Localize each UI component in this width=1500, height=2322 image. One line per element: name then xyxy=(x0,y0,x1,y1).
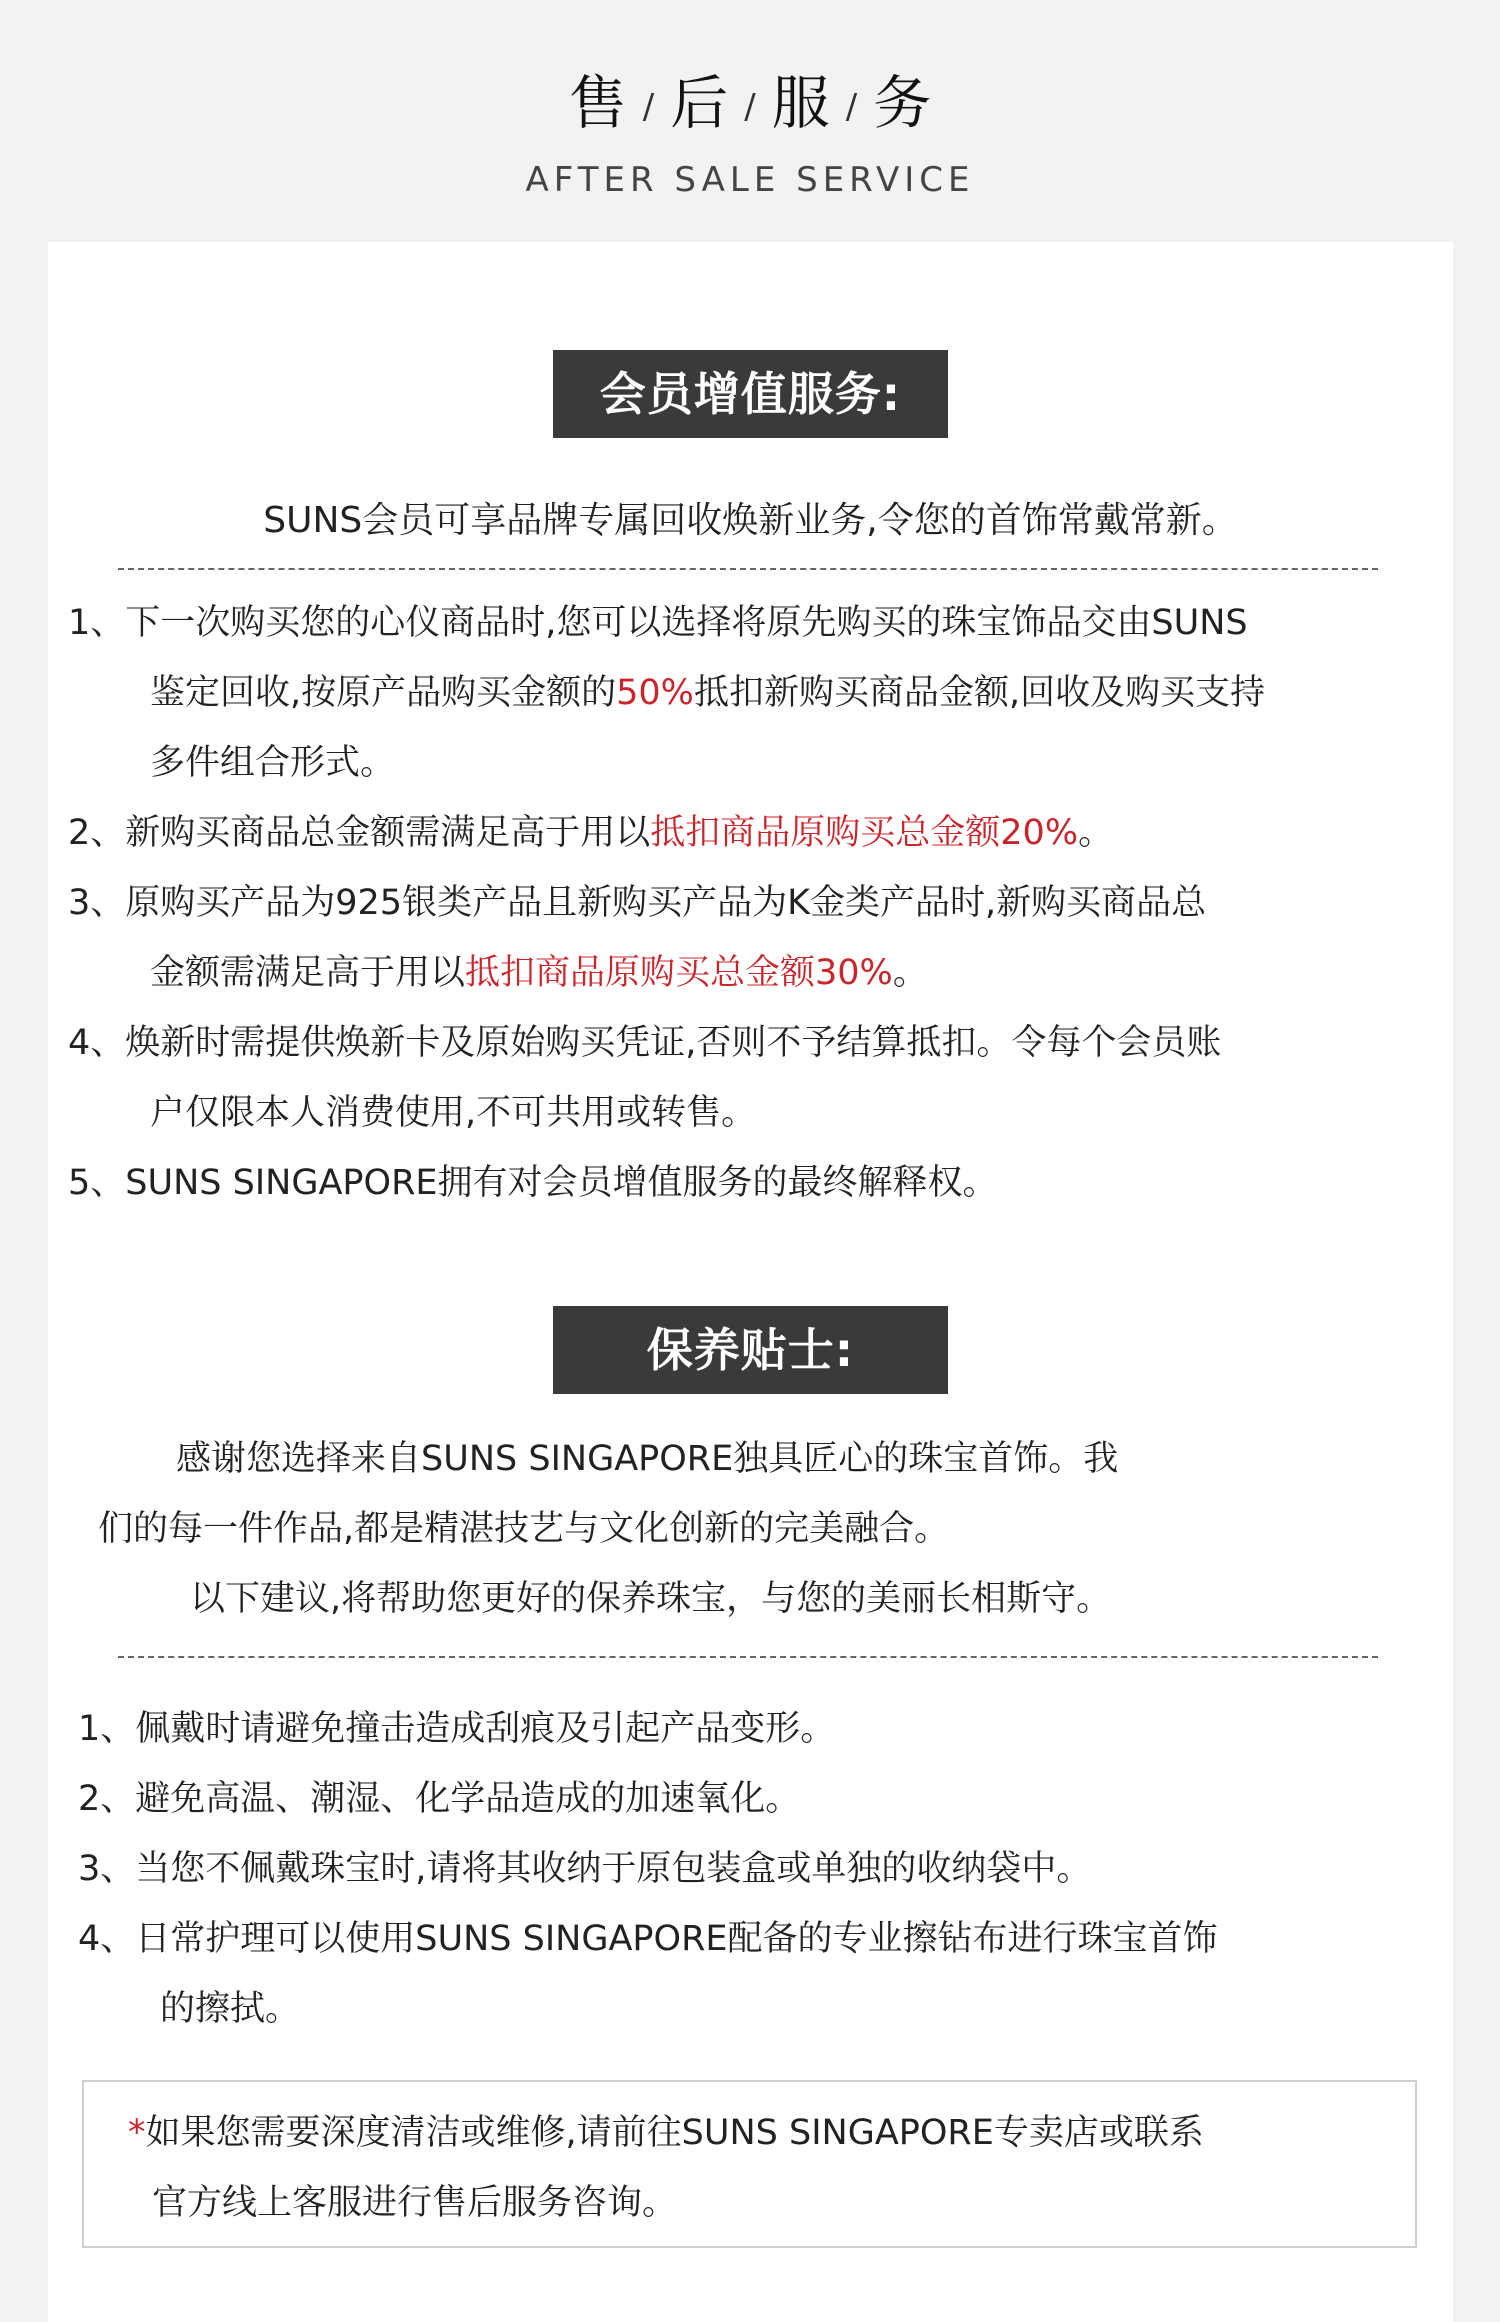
item-text: 抵扣新购买商品金额,回收及购买支持 xyxy=(693,673,1266,713)
care-item-line: 1、佩戴时请避免撞击造成刮痕及引起产品变形。 xyxy=(78,1709,836,1749)
notice-line: 官方线上客服进行售后服务咨询。 xyxy=(152,2183,678,2223)
item-text: 4、焕新时需提供焕新卡及原始购买凭证,否则不予结算抵扣。令每个会员账 xyxy=(68,1023,1222,1063)
care-section-badge: 保养贴士: xyxy=(553,1306,948,1394)
member-item-line xyxy=(68,600,1248,646)
highlight-text: 50% xyxy=(616,673,694,713)
member-item-line xyxy=(68,1160,998,1206)
member-item-line xyxy=(150,740,395,786)
care-item-line: 4、日常护理可以使用SUNS SINGAPORE配备的专业擦钻布进行珠宝首饰 xyxy=(78,1919,1218,1959)
item-text: 鉴定回收,按原产品购买金额的 xyxy=(150,673,617,713)
title-separator: / xyxy=(744,86,756,127)
item-text: 。 xyxy=(1078,813,1114,853)
member-section-intro: SUNS会员可享品牌专属回收焕新业务,令您的首饰常戴常新。 xyxy=(263,500,1238,541)
page-header xyxy=(0,0,1500,240)
title-separator: / xyxy=(642,86,655,127)
page-subtitle: AFTER SALE SERVICE xyxy=(525,160,975,200)
asterisk-mark: * xyxy=(128,2113,146,2153)
title-char: 售 xyxy=(568,69,627,137)
title-char: 后 xyxy=(670,69,729,137)
member-section-badge: 会员增值服务: xyxy=(553,350,948,438)
highlight-text: 抵扣商品原购买总金额20% xyxy=(650,813,1079,853)
item-text: 5、SUNS SINGAPORE拥有对会员增值服务的最终解释权。 xyxy=(68,1163,998,1203)
highlight-text: 抵扣商品原购买总金额30% xyxy=(465,953,893,993)
notice-text: 如果您需要深度清洁或维修,请前往SUNS SINGAPORE专卖店或联系 xyxy=(145,2113,1204,2153)
member-item-line xyxy=(68,1020,1221,1066)
item-text: 户仅限本人消费使用,不可共用或转售。 xyxy=(150,1093,757,1133)
item-text: 2、新购买商品总金额需满足高于用以 xyxy=(68,813,651,853)
item-text: 1、下一次购买您的心仪商品时,您可以选择将原先购买的珠宝饰品交由SUNS xyxy=(68,603,1248,643)
divider xyxy=(118,568,1378,570)
care-intro-line: 们的每一件作品,都是精湛技艺与文化创新的完美融合。 xyxy=(98,1509,950,1549)
care-item-line: 2、避免高温、潮湿、化学品造成的加速氧化。 xyxy=(78,1779,801,1819)
care-item-line: 的擦拭。 xyxy=(160,1989,301,2029)
divider xyxy=(118,1656,1378,1658)
care-intro-line: 感谢您选择来自SUNS SINGAPORE独具匠心的珠宝首饰。我 xyxy=(176,1439,1119,1479)
title-char: 服 xyxy=(771,69,830,137)
care-item-line: 3、当您不佩戴珠宝时,请将其收纳于原包装盒或单独的收纳袋中。 xyxy=(78,1849,1092,1889)
item-text: 3、原购买产品为925银类产品且新购买产品为K金类产品时,新购买商品总 xyxy=(68,883,1207,923)
title-char: 务 xyxy=(873,69,932,137)
member-item-line xyxy=(150,950,928,996)
item-text: 金额需满足高于用以 xyxy=(150,953,466,993)
title-separator: / xyxy=(845,86,858,127)
member-item-line xyxy=(150,670,1265,716)
item-text: 。 xyxy=(892,953,928,993)
content-card xyxy=(48,242,1453,2322)
member-item-line xyxy=(68,810,1113,856)
member-item-line xyxy=(150,1090,756,1136)
page-title xyxy=(0,68,1500,142)
notice-line xyxy=(128,2110,1204,2156)
care-intro-line: 以下建议,将帮助您更好的保养珠宝，与您的美丽长相斯守。 xyxy=(190,1579,1112,1619)
item-text: 多件组合形式。 xyxy=(150,743,396,783)
service-notice-box xyxy=(82,2080,1417,2248)
member-item-line xyxy=(68,880,1206,926)
